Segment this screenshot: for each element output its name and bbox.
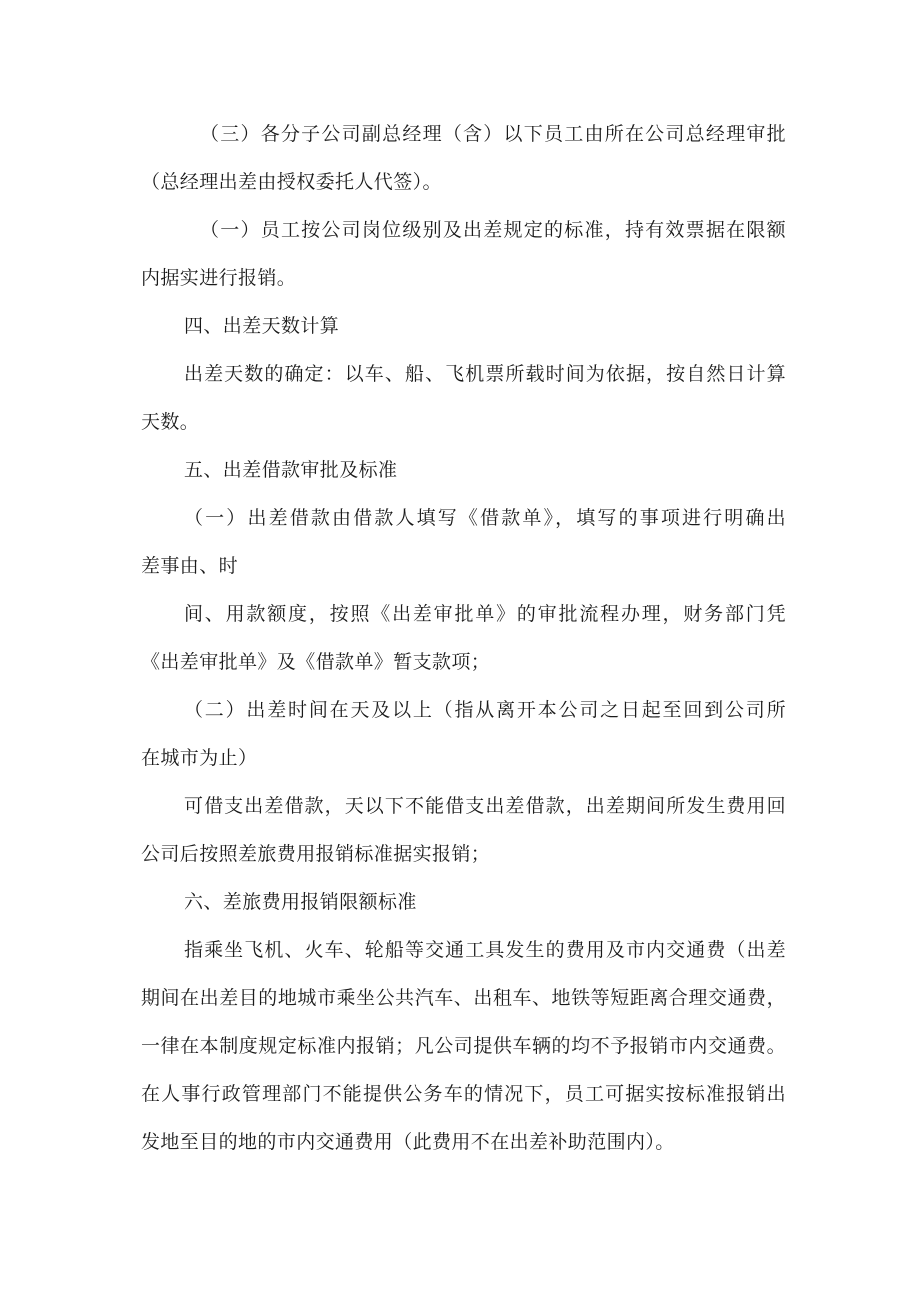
paragraph-line: 在城市为止） <box>141 747 258 769</box>
paragraph-line: 指乘坐飞机、火车、轮船等交通工具发生的费用及市内交通费（出差 <box>184 939 786 961</box>
paragraph-line: 间、用款额度，按照《出差审批单》的审批流程办理，财务部门凭 <box>184 603 786 625</box>
paragraph-line: 期间在出差目的地城市乘坐公共汽车、出租车、地铁等短距离合理交通费， <box>141 987 786 1009</box>
paragraph-line: 内据实进行报销。 <box>141 267 297 289</box>
section-heading: 四、出差天数计算 <box>184 315 340 337</box>
paragraph-line: （一）员工按公司岗位级别及出差规定的标准，持有效票据在限额 <box>200 219 786 241</box>
paragraph-line: 《出差审批单》及《借款单》暂支款项； <box>141 651 491 673</box>
paragraph-line: 发地至目的地的市内交通费用（此费用不在出差补助范围内）。 <box>141 1131 675 1153</box>
paragraph-line: （二）出差时间在天及以上（指从离开本公司之日起至回到公司所 <box>184 699 786 721</box>
paragraph-line: （一）出差借款由借款人填写《借款单》，填写的事项进行明确出 <box>184 507 786 529</box>
paragraph-line: （总经理出差由授权委托人代签）。 <box>141 171 442 193</box>
paragraph-line: （三）各分子公司副总经理（含）以下员工由所在公司总经理审批 <box>200 123 786 145</box>
paragraph-line: 在人事行政管理部门不能提供公务车的情况下，员工可据实按标准报销出 <box>141 1083 786 1105</box>
paragraph-line: 一律在本制度规定标准内报销；凡公司提供车辆的均不予报销市内交通费。 <box>141 1035 786 1057</box>
paragraph-line: 出差天数的确定：以车、船、飞机票所载时间为依据，按自然日计算 <box>184 363 786 385</box>
paragraph-line: 可借支出差借款，天以下不能借支出差借款，出差期间所发生费用回 <box>184 795 786 817</box>
section-heading: 六、差旅费用报销限额标准 <box>184 891 417 913</box>
paragraph-line: 公司后按照差旅费用报销标准据实报销； <box>141 843 491 865</box>
paragraph-line: 差事由、时 <box>141 555 239 577</box>
section-heading: 五、出差借款审批及标准 <box>184 459 398 481</box>
paragraph-line: 天数。 <box>141 411 200 433</box>
